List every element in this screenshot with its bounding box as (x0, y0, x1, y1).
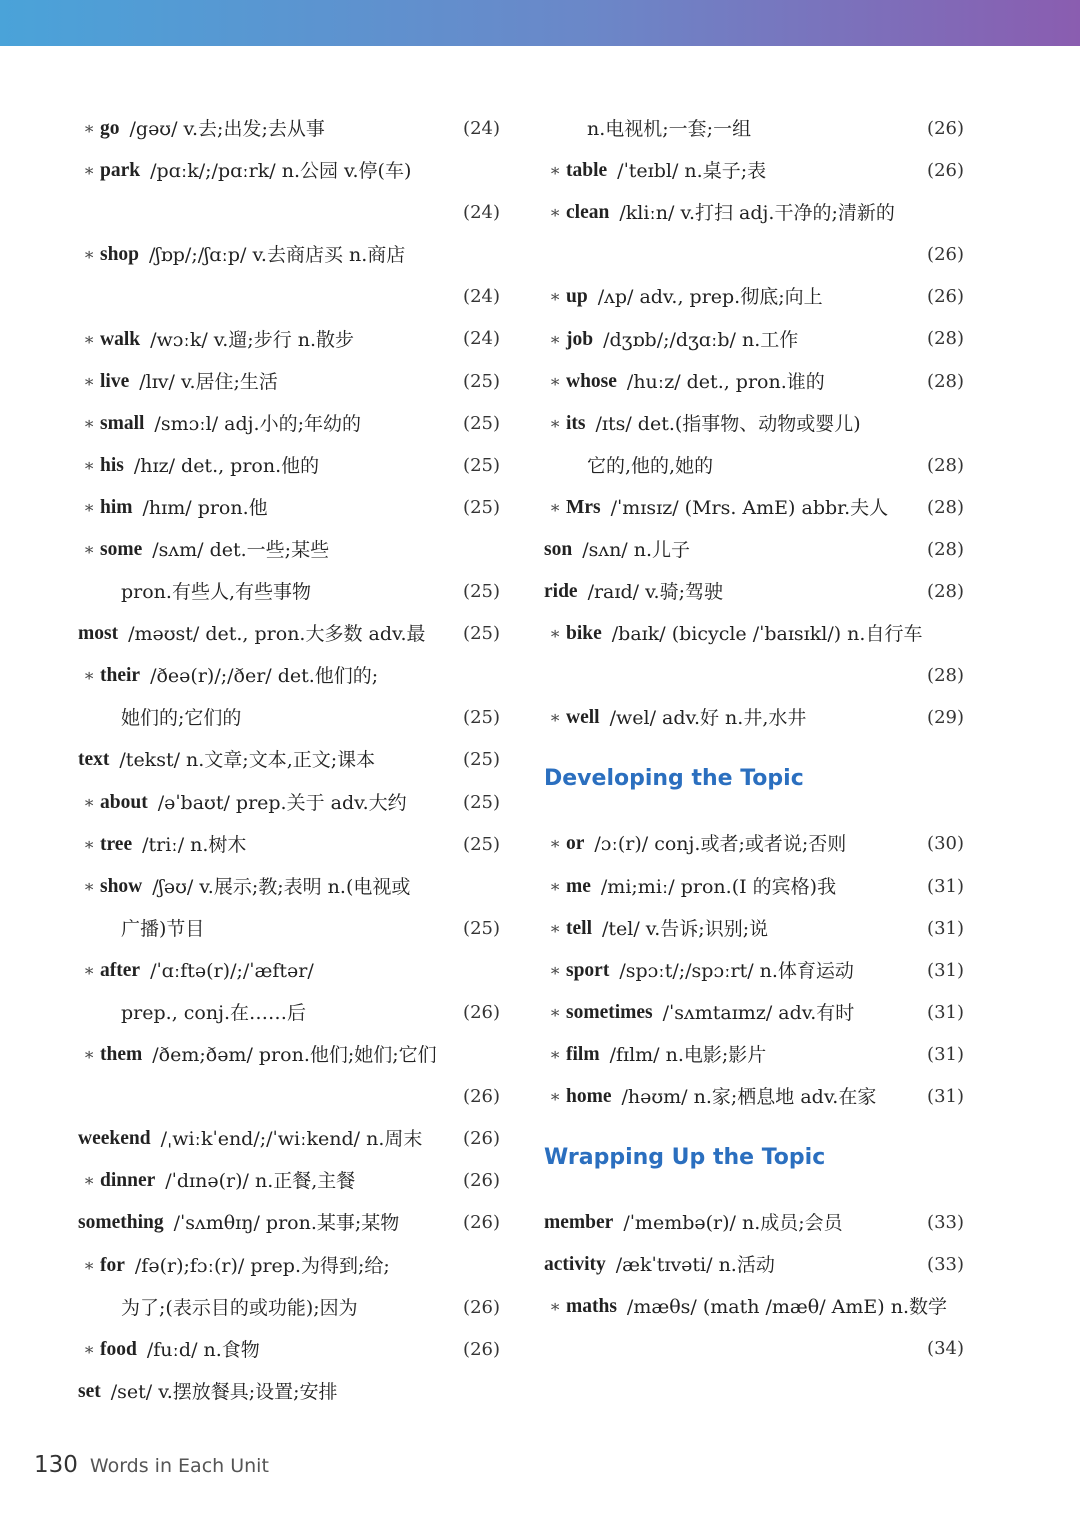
vocab-entry-line (544, 613, 964, 655)
key-word-star-icon: ∗ (83, 792, 95, 813)
top-gradient-bar (0, 0, 1080, 46)
key-word-star-icon: ∗ (83, 539, 95, 560)
vocab-word: ride (544, 581, 578, 603)
vocab-entry-line (544, 529, 964, 571)
vocab-word: whose (566, 370, 617, 392)
page-reference: (26) (463, 1001, 500, 1023)
vocab-entry-line (78, 318, 500, 360)
vocab-word: small (100, 412, 145, 434)
vocab-entry-line (78, 403, 500, 445)
key-word-star-icon: ∗ (549, 918, 561, 939)
vocab-entry-line (544, 192, 964, 234)
page-reference: (29) (927, 707, 964, 729)
vocab-definition: /ðeə(r)/;/ðer/ det.他们的; (150, 665, 379, 688)
vocab-entry-line (78, 276, 500, 318)
vocab-entry-line (544, 1286, 964, 1328)
vocab-word: home (566, 1086, 612, 1108)
key-word-star-icon: ∗ (83, 119, 95, 140)
key-word-star-icon: ∗ (549, 413, 561, 434)
page-reference: (28) (927, 328, 964, 350)
key-word-star-icon: ∗ (549, 834, 561, 855)
key-word-star-icon: ∗ (549, 624, 561, 645)
vocab-definition: /ˌwiːkˈend/;/ˈwiːkend/ n.周末 (160, 1128, 423, 1151)
right-column (544, 108, 964, 1370)
vocab-definition: /ˈteɪbl/ n.桌子;表 (617, 160, 767, 183)
vocab-definition: /ˈsʌmθɪŋ/ pron.某事;某物 (173, 1212, 400, 1235)
vocab-word: go (100, 118, 120, 140)
page-reference: (34) (927, 1338, 964, 1360)
vocab-word: their (100, 665, 141, 687)
vocab-definition: /ʌp/ adv., prep.彻底;向上 (597, 286, 823, 309)
vocab-entry-line (78, 739, 500, 781)
vocab-definition: /pɑːk/;/pɑːrk/ n.公园 v.停(车) (150, 160, 412, 183)
vocab-word: up (566, 286, 588, 308)
vocab-word: well (566, 707, 600, 729)
vocab-entry-line (78, 1202, 500, 1244)
vocab-entry-line (78, 487, 500, 529)
page-reference: (26) (463, 1128, 500, 1150)
page-reference: (26) (927, 286, 964, 308)
vocab-word: text (78, 749, 110, 771)
key-word-star-icon: ∗ (549, 708, 561, 729)
vocab-definition: /raɪd/ v.骑;驾驶 (587, 581, 723, 604)
left-column (78, 108, 500, 1413)
key-word-star-icon: ∗ (83, 455, 95, 476)
vocab-word: Mrs (566, 496, 601, 518)
page-reference: (31) (927, 959, 964, 981)
vocab-entry-line (544, 1328, 964, 1370)
vocab-word: or (566, 833, 585, 855)
vocab-definition: /spɔːt/;/spɔːrt/ n.体育运动 (619, 959, 854, 982)
page-reference: (28) (927, 370, 964, 392)
vocab-word: walk (100, 328, 141, 350)
page-reference: (31) (927, 875, 964, 897)
vocab-definition: /məʊst/ det., pron.大多数 adv.最 (128, 623, 426, 646)
vocab-entry-line (78, 1076, 500, 1118)
vocab-entry-line (544, 234, 964, 276)
page-reference: (26) (463, 1338, 500, 1360)
vocab-definition: /hɪm/ pron.他 (142, 496, 268, 519)
key-word-star-icon: ∗ (83, 1339, 95, 1360)
vocab-word: film (566, 1043, 600, 1065)
page-reference: (25) (463, 581, 500, 603)
vocab-definition: /ʃɒp/;/ʃɑːp/ v.去商店买 n.商店 (149, 244, 406, 267)
vocab-entry-line (544, 1076, 964, 1118)
vocab-definition: /əˈbaʊt/ prep.关于 adv.大约 (157, 791, 407, 814)
vocab-entry-line (544, 318, 964, 360)
vocab-entry-line (544, 992, 964, 1034)
vocab-definition: /ˈmembə(r)/ n.成员;会员 (623, 1212, 843, 1235)
key-word-star-icon: ∗ (549, 287, 561, 308)
vocab-entry-line (544, 866, 964, 908)
footer-title: Words in Each Unit (89, 1455, 269, 1477)
vocab-definition: /fɪlm/ n.电影;影片 (609, 1043, 767, 1066)
page-reference: (25) (463, 623, 500, 645)
vocab-word: dinner (100, 1170, 156, 1192)
vocab-entry-line (544, 1244, 964, 1286)
vocab-definition: /wel/ adv.好 n.井,水井 (609, 707, 807, 730)
vocab-definition: /triː/ n.树木 (142, 833, 247, 856)
vocab-entry-line (78, 992, 500, 1034)
vocab-entry-line (544, 655, 964, 697)
vocab-entry-line (78, 571, 500, 613)
vocab-definition: n.电视机;一套;一组 (587, 118, 752, 141)
vocab-entry-line (78, 150, 500, 192)
vocab-word: me (566, 875, 591, 897)
key-word-star-icon: ∗ (83, 329, 95, 350)
vocab-word: bike (566, 623, 602, 645)
vocab-word: live (100, 370, 130, 392)
page-reference: (25) (463, 454, 500, 476)
key-word-star-icon: ∗ (549, 371, 561, 392)
vocab-word: them (100, 1044, 143, 1066)
page-reference: (25) (463, 370, 500, 392)
vocab-entry-line (544, 697, 964, 739)
vocab-definition: /mi;miː/ pron.(I 的宾格)我 (600, 875, 837, 898)
vocab-definition: 为了;(表示目的或功能);因为 (121, 1296, 358, 1319)
key-word-star-icon: ∗ (549, 960, 561, 981)
vocab-word: some (100, 538, 143, 560)
page-reference: (26) (927, 118, 964, 139)
vocab-entry-line (78, 1245, 500, 1287)
vocab-definition: /ɔː(r)/ conj.或者;或者说;否则 (594, 833, 847, 856)
vocab-entry-line (78, 1160, 500, 1202)
vocab-word: clean (566, 202, 610, 224)
key-word-star-icon: ∗ (83, 666, 95, 687)
page-reference: (25) (463, 917, 500, 939)
vocab-entry-line (544, 908, 964, 950)
vocab-entry-line (78, 908, 500, 950)
vocab-entry-line (78, 192, 500, 234)
key-word-star-icon: ∗ (83, 1045, 95, 1066)
vocab-definition: /dʒɒb/;/dʒɑːb/ n.工作 (603, 328, 799, 351)
vocab-entry-line (78, 445, 500, 487)
vocab-entry-line (78, 1371, 500, 1413)
vocab-definition: /smɔːl/ adj.小的;年幼的 (154, 412, 361, 435)
vocab-entry-line (544, 150, 964, 192)
vocab-definition: /huːz/ det., pron.谁的 (626, 370, 825, 393)
page-reference: (26) (927, 244, 964, 266)
vocab-entry-line (544, 1034, 964, 1076)
page-reference: (31) (927, 1043, 964, 1065)
page-reference: (26) (927, 160, 964, 182)
vocab-word: for (100, 1254, 125, 1276)
key-word-star-icon: ∗ (549, 161, 561, 182)
vocab-word: his (100, 454, 124, 476)
vocab-word: tell (566, 917, 592, 939)
vocab-word: set (78, 1380, 101, 1402)
page-reference: (25) (463, 412, 500, 434)
vocab-word: food (100, 1338, 137, 1360)
vocab-entry-line (78, 1034, 500, 1076)
vocab-word: son (544, 538, 573, 560)
key-word-star-icon: ∗ (549, 497, 561, 518)
page-reference: (31) (927, 1085, 964, 1107)
page-reference: (25) (463, 496, 500, 518)
vocab-word: job (566, 328, 594, 350)
vocab-definition: /wɔːk/ v.遛;步行 n.散步 (150, 328, 355, 351)
key-word-star-icon: ∗ (83, 497, 95, 518)
vocab-definition: /kliːn/ v.打扫 adj.干净的;清新的 (619, 202, 895, 225)
vocab-definition: /lɪv/ v.居住;生活 (139, 370, 278, 393)
vocab-definition: /ækˈtɪvəti/ n.活动 (615, 1254, 775, 1277)
vocab-definition: /tel/ v.告诉;识别;说 (601, 917, 769, 940)
key-word-star-icon: ∗ (549, 329, 561, 350)
vocab-definition: /ˈmɪsɪz/ (Mrs. AmE) abbr.夫人 (610, 496, 889, 519)
vocab-entry-line (78, 1118, 500, 1160)
vocab-entry-line (544, 823, 964, 865)
vocab-definition: /sʌn/ n.儿子 (582, 538, 691, 561)
key-word-star-icon: ∗ (549, 1002, 561, 1023)
key-word-star-icon: ∗ (83, 245, 95, 266)
vocab-word: about (100, 791, 148, 813)
page-reference: (33) (927, 1212, 964, 1234)
vocab-word: tree (100, 833, 133, 855)
key-word-star-icon: ∗ (83, 960, 95, 981)
vocab-word: shop (100, 244, 140, 266)
vocab-entry-line (544, 445, 964, 487)
section-heading-wrapping: Wrapping Up the Topic (544, 1145, 826, 1171)
vocab-definition: /fuːd/ n.食物 (146, 1338, 260, 1361)
vocab-word: table (566, 160, 608, 182)
section-heading-developing: Developing the Topic (544, 766, 804, 792)
vocab-definition: 它的,他的,她的 (587, 454, 714, 477)
page-reference: (31) (927, 917, 964, 939)
key-word-star-icon: ∗ (83, 413, 95, 434)
key-word-star-icon: ∗ (549, 1044, 561, 1065)
vocab-definition: /hɪz/ det., pron.他的 (133, 454, 320, 477)
key-word-star-icon: ∗ (549, 1087, 561, 1108)
vocab-definition: prep., conj.在……后 (121, 1002, 307, 1025)
vocab-entry-line (78, 108, 500, 150)
vocab-word: most (78, 623, 119, 645)
vocab-definition: /həʊm/ n.家;栖息地 adv.在家 (621, 1086, 877, 1109)
vocab-entry-line (78, 1329, 500, 1371)
vocab-entry-line (78, 234, 500, 276)
vocab-definition: /gəʊ/ v.去;出发;去从事 (129, 118, 325, 141)
page-reference: (33) (927, 1254, 964, 1276)
key-word-star-icon: ∗ (549, 1297, 561, 1318)
vocab-entry-line (78, 613, 500, 655)
vocab-definition: 她们的;它们的 (121, 707, 242, 730)
page-reference: (31) (927, 1001, 964, 1023)
vocab-definition: pron.有些人,有些事物 (121, 581, 312, 604)
page-reference: (25) (463, 707, 500, 729)
vocab-word: its (566, 412, 586, 434)
vocab-word: him (100, 496, 133, 518)
vocab-definition: /baɪk/ (bicycle /ˈbaɪsɪkl/) n.自行车 (611, 623, 923, 646)
vocab-entry-line (544, 276, 964, 318)
key-word-star-icon: ∗ (83, 834, 95, 855)
vocab-entry-line (544, 403, 964, 445)
vocab-definition: /ðem;ðəm/ pron.他们;她们;它们 (152, 1044, 437, 1067)
vocab-definition: /ˈsʌmtaɪmz/ adv.有时 (662, 1001, 855, 1024)
page-reference: (24) (463, 328, 500, 350)
page-reference: (26) (463, 1296, 500, 1318)
vocab-word: after (100, 959, 141, 981)
vocab-word: member (544, 1212, 614, 1234)
vocab-entry-line (78, 1287, 500, 1329)
page-reference: (28) (927, 538, 964, 560)
vocab-word: sport (566, 959, 610, 981)
vocab-entry-line (78, 866, 500, 908)
page-reference: (28) (927, 454, 964, 476)
page-reference: (30) (927, 833, 964, 855)
page-number: 130 (34, 1452, 78, 1478)
key-word-star-icon: ∗ (549, 876, 561, 897)
key-word-star-icon: ∗ (83, 876, 95, 897)
vocab-word: weekend (78, 1128, 151, 1150)
page-reference: (25) (463, 749, 500, 771)
page-reference: (28) (927, 496, 964, 518)
key-word-star-icon: ∗ (83, 161, 95, 182)
vocab-entry-line (78, 361, 500, 403)
vocab-word: park (100, 160, 141, 182)
vocab-definition: /tekst/ n.文章;文本,正文;课本 (119, 749, 376, 772)
page-reference: (26) (463, 1170, 500, 1192)
page-reference: (24) (463, 202, 500, 224)
page-reference: (25) (463, 791, 500, 813)
vocab-definition: /ʃəʊ/ v.展示;教;表明 n.(电视或 (152, 875, 411, 898)
vocab-word: maths (566, 1296, 617, 1318)
page-reference: (26) (463, 1086, 500, 1108)
page-reference: (24) (463, 286, 500, 308)
vocab-word: something (78, 1212, 164, 1234)
vocab-entry-line (78, 529, 500, 571)
page-reference: (26) (463, 1212, 500, 1234)
vocab-entry-line (544, 108, 964, 150)
vocab-definition: /mæθs/ (math /mæθ/ AmE) n.数学 (626, 1296, 947, 1319)
key-word-star-icon: ∗ (549, 203, 561, 224)
vocab-entry-line (78, 824, 500, 866)
vocab-definition: /set/ v.摆放餐具;设置;安排 (110, 1380, 338, 1403)
key-word-star-icon: ∗ (83, 1255, 95, 1276)
vocab-entry-line (78, 782, 500, 824)
page-reference: (28) (927, 665, 964, 687)
vocab-definition: /ɪts/ det.(指事物、动物或婴儿) (595, 412, 861, 435)
vocab-entry-line (78, 950, 500, 992)
vocab-definition: 广播)节目 (121, 917, 205, 940)
vocab-definition: /sʌm/ det.一些;某些 (152, 538, 330, 561)
page-reference: (24) (463, 118, 500, 139)
vocab-entry-line (544, 487, 964, 529)
vocab-entry-line (544, 361, 964, 403)
vocab-definition: /ˈdɪnə(r)/ n.正餐,主餐 (165, 1170, 356, 1193)
vocab-word: show (100, 875, 143, 897)
vocab-entry-line (544, 950, 964, 992)
key-word-star-icon: ∗ (83, 1171, 95, 1192)
vocab-definition: /ˈɑːftə(r)/;/ˈæftər/ (150, 959, 314, 982)
key-word-star-icon: ∗ (83, 371, 95, 392)
vocab-definition: /fə(r);fɔː(r)/ prep.为得到;给; (134, 1254, 390, 1277)
page-reference: (28) (927, 581, 964, 603)
vocab-entry-line (544, 1202, 964, 1244)
page-reference: (25) (463, 833, 500, 855)
vocab-entry-line (78, 697, 500, 739)
vocab-word: sometimes (566, 1001, 653, 1023)
page-footer (34, 1452, 269, 1488)
vocab-entry-line (78, 655, 500, 697)
vocab-word: activity (544, 1254, 606, 1276)
vocab-entry-line (544, 571, 964, 613)
